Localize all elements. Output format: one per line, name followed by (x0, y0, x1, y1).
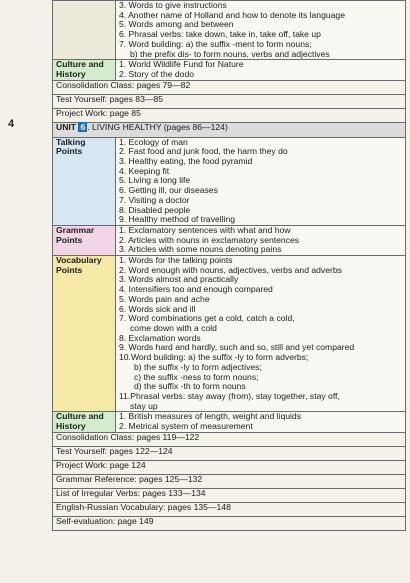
list-item: 1. Exclamatory sentences with what and how (119, 224, 291, 235)
list-item: 2. Metrical system of measurement (119, 421, 253, 432)
project-work-row: Project Work: page 85 (53, 108, 406, 122)
culture-history-list (116, 412, 406, 432)
page-number: 4 (8, 118, 15, 130)
list-item: 3. Words to give instructions (119, 0, 227, 10)
culture-history-label: Culture and History (53, 60, 116, 80)
list-item: 4. Another name of Holland and how to denote its language (119, 9, 345, 20)
unit-number-badge: 6 (80, 121, 86, 132)
list-item: 7. Word combinations get a cold, catch a cold, (119, 313, 295, 324)
culture-history-list (116, 60, 406, 80)
list-item: 6. Phrasal verbs: take down, take in, take off, take up (119, 29, 321, 40)
unit-6-header (53, 122, 406, 137)
english-russian-vocabulary-row: English-Russian Vocabulary: pages 135—148 (53, 502, 406, 516)
list-item-continuation: come down with a cold (130, 322, 217, 333)
list-item: 5. Living a long life (119, 175, 191, 186)
list-item: 4. Keeping fit (119, 165, 170, 176)
list-item: 1. World Wildlife Fund for Nature (119, 59, 244, 70)
project-work-row: Project Work: page 124 (53, 460, 406, 474)
list-item: 4. Intensifiers too and enough compared (119, 284, 273, 295)
grammar-points-list (116, 225, 406, 255)
test-yourself-row: Test Yourself: pages 83—85 (53, 94, 406, 108)
test-yourself-row: Test Yourself: pages 122—124 (53, 446, 406, 460)
unit-label: UNIT (56, 121, 77, 132)
list-item: 2. Fast food and junk food, the harm they do (119, 146, 288, 157)
list-item: 10.Word building: a) the suffix -ly to form adverbs; (119, 352, 309, 363)
list-item: 1. Words for the talking points (119, 255, 233, 266)
unit-title: . LIVING HEALTHY (pages 86—124) (87, 121, 228, 132)
list-item-continuation: stay up (130, 400, 158, 411)
list-item: 2. Word enough with nouns, adjectives, verbs and adverbs (119, 264, 342, 275)
list-item: 3. Words almost and practically (119, 274, 239, 285)
grammar-points-label: Grammar Points (53, 225, 116, 255)
consolidation-class-row: Consolidation Class: pages 119—122 (53, 432, 406, 446)
vocabulary-points-label: Vocabulary Points (53, 256, 116, 412)
irregular-verbs-row: List of Irregular Verbs: pages 133—134 (53, 488, 406, 502)
unit5-vocabulary-cont (116, 1, 406, 60)
list-item-continuation: b) the suffix -ly to form adjectives; (134, 361, 262, 372)
list-item-continuation: b) the prefix dis- to form nouns, verbs and adjectives (130, 48, 330, 59)
talking-points-list (116, 137, 406, 225)
list-item: 1. British measures of length, weight and liquids (119, 411, 302, 422)
list-item: 9. Healthy method of travelling (119, 214, 236, 225)
list-item: 2. Story of the dodo (119, 68, 195, 79)
list-item: 2. Articles with nouns in exclamatory sentences (119, 234, 300, 245)
consolidation-class-row: Consolidation Class: pages 79—82 (53, 80, 406, 94)
culture-history-label: Culture and History (53, 412, 116, 432)
list-item: 9. Words hard and hardly, such and so, still and yet compared (119, 342, 355, 353)
list-item: 7. Visiting a doctor (119, 194, 190, 205)
talking-points-label: Talking Points (53, 137, 116, 225)
list-item: 1. Ecology of man (119, 136, 188, 147)
list-item: 7. Word building: a) the suffix -ment to form nouns; (119, 38, 312, 49)
list-item: 11.Phrasal verbs: stay away (from), stay together, stay off, (119, 390, 340, 401)
vocabulary-points-list (116, 256, 406, 412)
list-item: 8. Exclamation words (119, 332, 201, 343)
list-item: 5. Words among and between (119, 19, 234, 30)
grammar-reference-row: Grammar Reference: pages 125—132 (53, 474, 406, 488)
list-item: 3. Articles with some nouns denoting pains (119, 244, 282, 255)
self-evaluation-row: Self-evaluation: page 149 (53, 516, 406, 530)
empty-label-cell (53, 1, 116, 60)
list-item: 3. Healthy eating, the food pyramid (119, 156, 253, 167)
list-item: 8. Disabled people (119, 204, 191, 215)
list-item: 6. Words sick and ill (119, 303, 196, 314)
list-item-continuation: d) the suffix -th to form nouns (134, 381, 246, 392)
contents-table (52, 0, 406, 531)
list-item-continuation: c) the suffix -ness to form nouns; (134, 371, 259, 382)
list-item: 5. Words pain and ache (119, 293, 210, 304)
list-item: 6. Getting ill, our diseases (119, 185, 218, 196)
